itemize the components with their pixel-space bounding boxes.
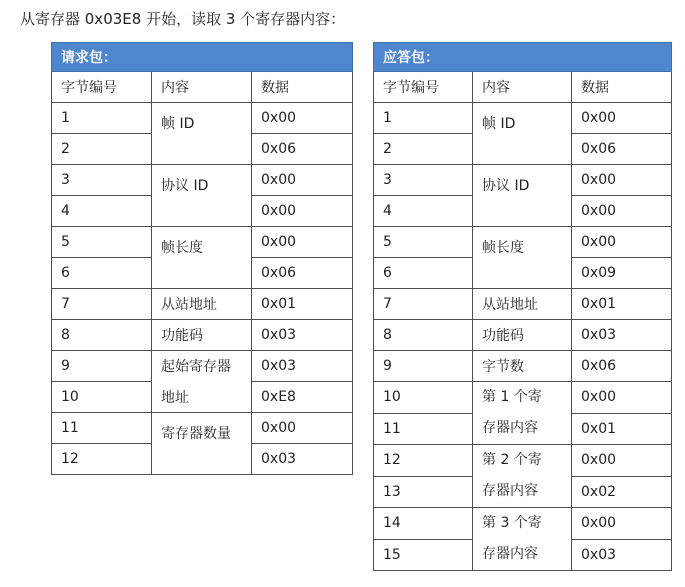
table-row	[374, 320, 672, 351]
data-value: 0x00	[252, 227, 353, 258]
data-value: 0x02	[572, 476, 672, 508]
field-slave-address: 从站地址	[473, 289, 572, 320]
table-header-row	[52, 72, 353, 103]
col-content: 内容	[473, 72, 572, 103]
byte-number: 15	[374, 539, 473, 571]
request-table	[51, 42, 353, 475]
table-row	[52, 320, 353, 351]
table-row	[52, 382, 353, 413]
byte-number: 8	[374, 320, 473, 351]
byte-number: 9	[374, 351, 473, 382]
col-data: 数据	[572, 72, 672, 103]
table-row	[374, 165, 672, 196]
field-frame-id: 帧 ID	[152, 103, 252, 165]
request-title: 请求包：	[52, 43, 353, 72]
data-value: 0x00	[252, 196, 353, 227]
field-register-3-content: 第 3 个寄存器内容	[473, 508, 572, 571]
table-row	[374, 382, 672, 414]
byte-number: 7	[374, 289, 473, 320]
data-value: 0x03	[252, 351, 353, 382]
col-content: 内容	[152, 72, 252, 103]
field-byte-count: 字节数	[473, 351, 572, 382]
table-row	[374, 445, 672, 477]
table-header-row	[374, 72, 672, 103]
byte-number: 3	[52, 165, 152, 196]
data-value: 0x06	[572, 134, 672, 165]
data-value: 0x06	[252, 258, 353, 289]
byte-number: 4	[374, 196, 473, 227]
data-value: 0xE8	[252, 382, 353, 413]
byte-number: 5	[52, 227, 152, 258]
data-value: 0x03	[572, 539, 672, 571]
field-function-code: 功能码	[473, 320, 572, 351]
byte-number: 5	[374, 227, 473, 258]
field-frame-length: 帧长度	[152, 227, 252, 289]
table-row	[374, 289, 672, 320]
field-register-2-content: 第 2 个寄存器内容	[473, 445, 572, 508]
byte-number: 2	[374, 134, 473, 165]
byte-number: 7	[52, 289, 152, 320]
byte-number: 14	[374, 508, 473, 540]
data-value: 0x06	[252, 134, 353, 165]
table-row	[52, 413, 353, 444]
col-data: 数据	[252, 72, 353, 103]
byte-number: 10	[52, 382, 152, 413]
table-row	[52, 351, 353, 382]
byte-number: 13	[374, 476, 473, 508]
table-row	[52, 227, 353, 258]
data-value: 0x03	[252, 444, 353, 475]
data-value: 0x00	[572, 382, 672, 414]
response-title: 应答包：	[374, 43, 672, 72]
byte-number: 11	[374, 413, 473, 445]
field-protocol-id: 协议 ID	[152, 165, 252, 227]
data-value: 0x00	[252, 165, 353, 196]
byte-number: 8	[52, 320, 152, 351]
field-register-1-content: 第 1 个寄存器内容	[473, 382, 572, 445]
table-row	[52, 289, 353, 320]
data-value: 0x09	[572, 258, 672, 289]
data-value: 0x00	[572, 196, 672, 227]
col-byte-number: 字节编号	[374, 72, 473, 103]
data-value: 0x06	[572, 351, 672, 382]
field-slave-address: 从站地址	[152, 289, 252, 320]
byte-number: 3	[374, 165, 473, 196]
data-value: 0x01	[572, 289, 672, 320]
byte-number: 4	[52, 196, 152, 227]
data-value: 0x00	[572, 445, 672, 477]
field-register-count: 寄存器数量	[152, 413, 252, 475]
field-start-register-address: 地址	[152, 382, 252, 413]
data-value: 0x03	[572, 320, 672, 351]
data-value: 0x00	[252, 413, 353, 444]
byte-number: 2	[52, 134, 152, 165]
data-value: 0x00	[572, 103, 672, 134]
table-row	[374, 508, 672, 540]
col-byte-number: 字节编号	[52, 72, 152, 103]
byte-number: 12	[52, 444, 152, 475]
table-row	[52, 165, 353, 196]
byte-number: 6	[374, 258, 473, 289]
data-value: 0x00	[572, 227, 672, 258]
field-protocol-id: 协议 ID	[473, 165, 572, 227]
byte-number: 12	[374, 445, 473, 477]
data-value: 0x00	[572, 508, 672, 540]
byte-number: 11	[52, 413, 152, 444]
field-frame-length: 帧长度	[473, 227, 572, 289]
field-start-register: 起始寄存器	[152, 351, 252, 382]
table-row	[374, 227, 672, 258]
data-value: 0x00	[252, 103, 353, 134]
table-row	[374, 103, 672, 134]
intro-text: 从寄存器 0x03E8 开始，读取 3 个寄存器内容：	[20, 10, 346, 28]
data-value: 0x01	[572, 413, 672, 445]
byte-number: 1	[52, 103, 152, 134]
table-row	[374, 351, 672, 382]
field-frame-id: 帧 ID	[473, 103, 572, 165]
data-value: 0x01	[252, 289, 353, 320]
table-row	[52, 103, 353, 134]
data-value: 0x03	[252, 320, 353, 351]
byte-number: 1	[374, 103, 473, 134]
byte-number: 9	[52, 351, 152, 382]
response-table	[373, 42, 672, 571]
field-function-code: 功能码	[152, 320, 252, 351]
data-value: 0x00	[572, 165, 672, 196]
byte-number: 6	[52, 258, 152, 289]
byte-number: 10	[374, 382, 473, 414]
